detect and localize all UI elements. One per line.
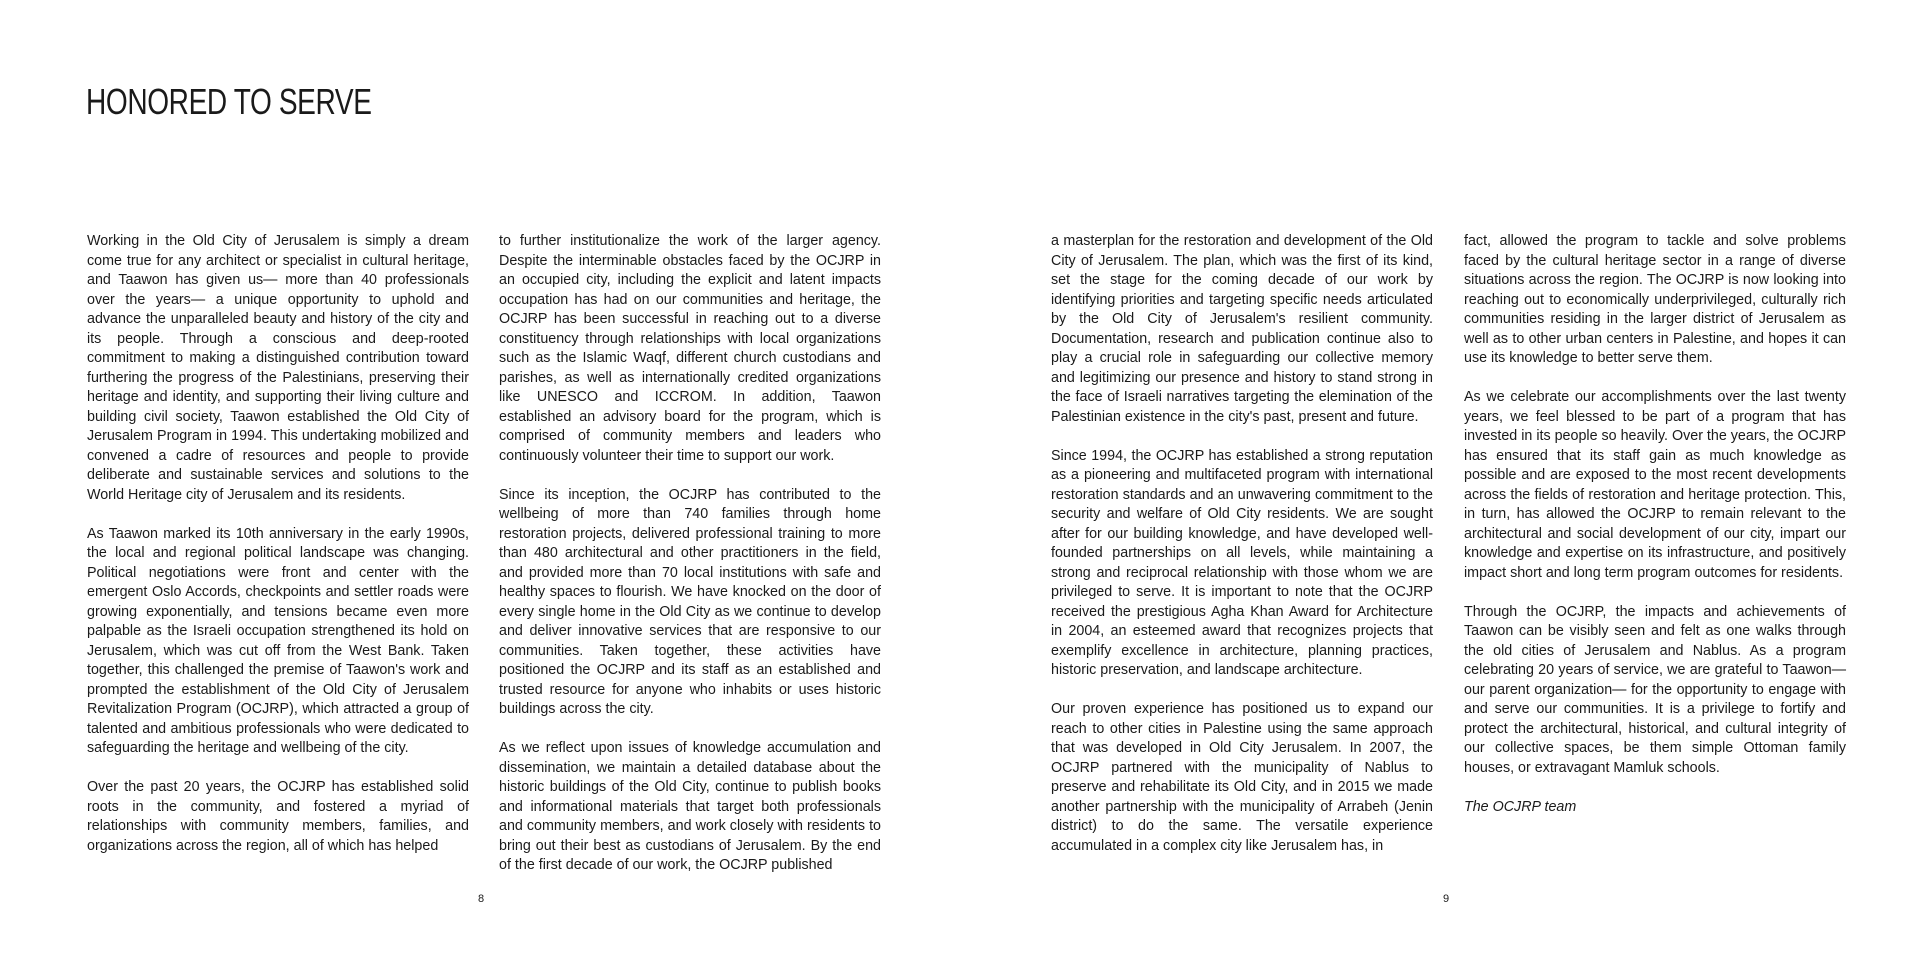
paragraph: fact, allowed the program to tackle and solve problems faced by the cultural heritage sector in a range of diverse situations across the region. The OCJRP is now looking into reaching out to economically underprivileged, culturally rich communities residing in the larger district of Jerusalem as well as to other urban centers in Palestine, and hopes it can use its knowledge to better serve them.	[1464, 233, 1846, 366]
page-number-left: 8	[478, 893, 485, 905]
page-number-right: 9	[1443, 893, 1450, 905]
page-title: HONORED TO SERVE	[86, 81, 372, 122]
paragraph: As we reflect upon issues of knowledge accumulation and dissemination, we maintain a detailed database about the historic buildings of the Old City, continue to publish books and informational materials that target both professionals and community members, and work closely with residents to bring out their best as custodians of Jerusalem. By the end of the first decade of our work, the OCJRP published	[499, 740, 881, 873]
paragraph: Through the OCJRP, the impacts and achievements of Taawon can be visibly seen and felt as one walks through the old cities of Jerusalem and Nablus. As a program celebrating 20 years of service, we are grateful to Taawon—our parent organization— for the opportunity to engage with and serve our communities. It is a privilege to fortify and protect the architectural, historical, and cultural integrity of our collective spaces, be them simple Ottoman family houses, or extravagant Mamluk schools.	[1464, 603, 1846, 776]
paragraph: As we celebrate our accomplishments over the last twenty years, we feel blessed to be part of a program that has invested in its people so heavily. Over the years, the OCJRP has ensured that its staff gain as much knowledge as possible and are exposed to the most recent developments across the fields of restoration and heritage protection. This, in turn, has allowed the OCJRP to remain relevant to the architectural and social development of our city, impart our knowledge and expertise on its infrastructure, and positively impact short and long term program outcomes for residents.	[1464, 389, 1846, 581]
paragraph: Our proven experience has positioned us to expand our reach to other cities in Palestine using the same approach that was developed in Old City Jerusalem. In 2007, the OCJRP partnered with the municipality of Nablus to preserve and rehabilitate its Old City, and in 2015 we made another partnership with the municipality of Arrabeh (Jenin district) to do the same. The versatile experience accumulated in a complex city like Jerusalem has, in	[1051, 701, 1433, 854]
text-column-2	[499, 232, 881, 876]
paragraph: Since its inception, the OCJRP has contributed to the wellbeing of more than 740 families through home restoration projects, delivered professional training to more than 480 architectural and other practitioners in the field, and provided more than 70 local institutions with safe and healthy spaces to flourish. We have knocked on the door of every single home in the Old City as we continue to develop and deliver innovative services that are responsive to our communities. Taken together, these activities have positioned the OCJRP and its staff as an established and trusted resource for anyone who inhabits or uses historic buildings across the city.	[499, 486, 881, 717]
text-column-4	[1464, 232, 1846, 817]
paragraph: Working in the Old City of Jerusalem is simply a dream come true for any architect or specialist in cultural heritage, and Taawon has given us— more than 40 professionals over the years— a unique opportunity to uphold and advance the unparalleled beauty and history of the city and its people. Through a conscious and deep-rooted commitment to making a distinguished contribution toward furthering the progress of the Palestinians, preserving their heritage and identity, and supporting their living culture and building civil society, Taawon established the Old City of Jerusalem Program in 1994. This undertaking mobilized and convened a cadre of resources and people to provide deliberate and sustainable services and solutions to the World Heritage city of Jerusalem and its residents.	[87, 233, 469, 503]
text-column-1	[87, 232, 469, 856]
paragraph: Since 1994, the OCJRP has established a strong reputation as a pioneering and multifaceted program with international restoration standards and an unwavering commitment to the security and welfare of Old City residents. We are sought after for our building knowledge, and have developed well-founded partnerships on all levels, while maintaining a strong and reciprocal relationship with those whom we are privileged to serve. It is important to note that the OCJRP received the prestigious Agha Khan Award for Architecture in 2004, an esteemed award that recognizes projects that exemplify excellence in architecture, planning practices, historic preservation, and landscape architecture.	[1051, 447, 1433, 678]
paragraph: a masterplan for the restoration and development of the Old City of Jerusalem. The plan, which was the first of its kind, set the stage for the coming decade of our work by identifying priorities and targeting specific needs articulated by the Old City of Jerusalem's resilient community. Documentation, research and publication continue also to play a crucial role in safeguarding our collective memory and legitimizing our presence and history to stand strong in the face of Israeli narratives targeting the elemination of the Palestinian existence in the city's past, present and future.	[1051, 233, 1433, 425]
paragraph: Over the past 20 years, the OCJRP has established solid roots in the community, and fostered a myriad of relationships with community members, families, and organizations across the region, all of which has helped	[87, 779, 469, 854]
text-column-3	[1051, 232, 1433, 856]
paragraph: to further institutionalize the work of the larger agency. Despite the interminable obstacles faced by the OCJRP in an occupied city, including the explicit and latent impacts occupation has had on our communities and heritage, the OCJRP has been successful in reaching out to a diverse constituency through relationships with local organizations such as the Islamic Waqf, different church custodians and parishes, as well as internationally credited organizations like UNESCO and ICCROM. In addition, Taawon established an advisory board for the program, which is comprised of community members and leaders who continuously volunteer their time to support our work.	[499, 233, 881, 464]
signature: The OCJRP team	[1464, 798, 1577, 815]
paragraph: As Taawon marked its 10th anniversary in the early 1990s, the local and regional political landscape was changing. Political negotiations were front and center with the emergent Oslo Accords, checkpoints and settler roads were growing exponentially, and tensions became even more palpable as the Israeli occupation strengthened its hold on Jerusalem, which was cut off from the West Bank. Taken together, this challenged the premise of Taawon's work and prompted the establishment of the Old City of Jerusalem Revitalization Program (OCJRP), which attracted a group of talented and ambitious professionals who were dedicated to safeguarding the heritage and wellbeing of the city.	[87, 525, 469, 756]
